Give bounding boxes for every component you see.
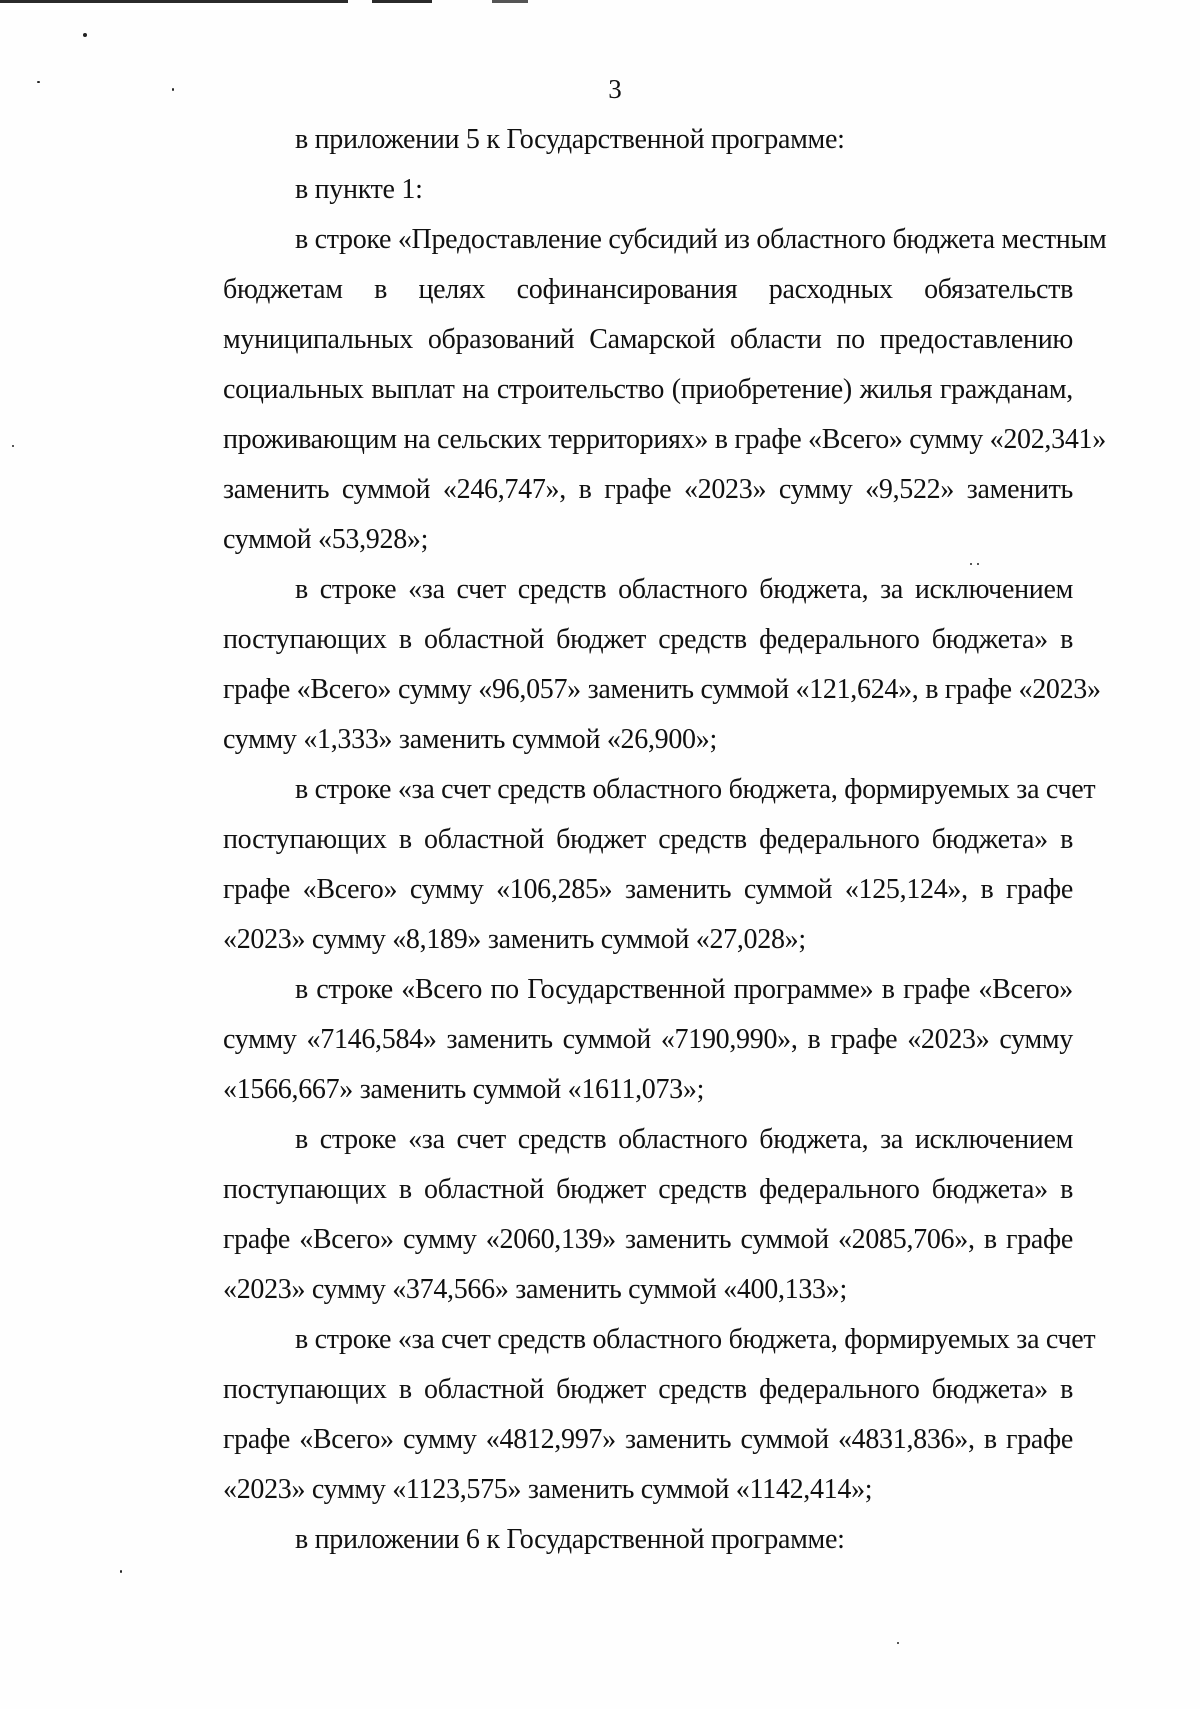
text-line: «2023» сумму «8,189» заменить суммой «27,028»;: [223, 924, 806, 955]
paragraph-subsidies-row: [151, 215, 1107, 565]
text-line: суммой «53,928»;: [223, 524, 429, 555]
paragraph-point-1: [151, 165, 1073, 215]
text-line: социальных выплат на строительство (приобретение) жилья гражданам,: [223, 374, 1073, 405]
text-line: графе «Всего» сумму «4812,997» заменить суммой «4831,836», в графе: [223, 1424, 1073, 1455]
text-line: «1566,667» заменить суммой «1611,073»;: [223, 1074, 705, 1105]
paragraph-regional-budget-formed: [151, 765, 1096, 965]
scan-speck: [12, 445, 14, 447]
scan-speck: [120, 1570, 122, 1573]
text-line: в строке «за счет средств областного бюджета, формируемых за счет: [295, 1324, 1096, 1355]
text-line: в строке «за счет средств областного бюджета, за исключением: [295, 1124, 1073, 1155]
scan-speck: [897, 1642, 899, 1644]
text-line: сумму «1,333» заменить суммой «26,900»;: [223, 724, 717, 755]
text-line: в строке «за счет средств областного бюджета, за исключением: [295, 574, 1073, 605]
paragraph-appendix-5-heading: [151, 115, 1073, 165]
text-line: бюджетам в целях софинансирования расходных обязательств: [223, 274, 1073, 305]
paragraph-regional-budget-excluding: [151, 565, 1101, 765]
text-line: проживающим на сельских территориях» в графе «Всего» сумму «202,341»: [223, 424, 1106, 455]
text-line: в строке «Предоставление субсидий из областного бюджета местным: [295, 224, 1107, 255]
text-line: в строке «Всего по Государственной программе» в графе «Всего»: [295, 974, 1073, 1005]
text-line: «2023» сумму «374,566» заменить суммой «400,133»;: [223, 1274, 847, 1305]
text-line: поступающих в областной бюджет средств федерального бюджета» в: [223, 1374, 1073, 1405]
page-number: 3: [608, 74, 622, 104]
text-line: заменить суммой «246,747», в графе «2023» сумму «9,522» заменить: [223, 474, 1073, 505]
paragraph-total-regional-formed: [151, 1315, 1096, 1515]
text-line: в приложении 6 к Государственной программе:: [295, 1524, 845, 1555]
text-line: графе «Всего» сумму «106,285» заменить суммой «125,124», в графе: [223, 874, 1073, 905]
text-line: в строке «за счет средств областного бюджета, формируемых за счет: [295, 774, 1096, 805]
text-line: поступающих в областной бюджет средств федерального бюджета» в: [223, 624, 1073, 655]
text-line: поступающих в областной бюджет средств федерального бюджета» в: [223, 1174, 1073, 1205]
text-line: в пункте 1:: [295, 174, 423, 205]
paragraph-appendix-6-heading: [151, 1515, 1073, 1565]
text-line: сумму «7146,584» заменить суммой «7190,990», в графе «2023» сумму: [223, 1024, 1073, 1055]
scan-speck: [83, 33, 87, 37]
text-line: графе «Всего» сумму «2060,139» заменить суммой «2085,706», в графе: [223, 1224, 1073, 1255]
paragraph-program-total: [151, 965, 1073, 1115]
text-line: поступающих в областной бюджет средств федерального бюджета» в: [223, 824, 1073, 855]
text-line: в приложении 5 к Государственной программе:: [295, 124, 845, 155]
document-body: [151, 115, 1107, 1565]
paragraph-total-regional-excluding: [151, 1115, 1073, 1315]
text-line: графе «Всего» сумму «96,057» заменить суммой «121,624», в графе «2023»: [223, 674, 1101, 705]
text-line: муниципальных образований Самарской области по предоставлению: [223, 324, 1073, 355]
text-line: «2023» сумму «1123,575» заменить суммой «1142,414»;: [223, 1474, 873, 1505]
scan-edge-line: [0, 0, 1200, 3]
